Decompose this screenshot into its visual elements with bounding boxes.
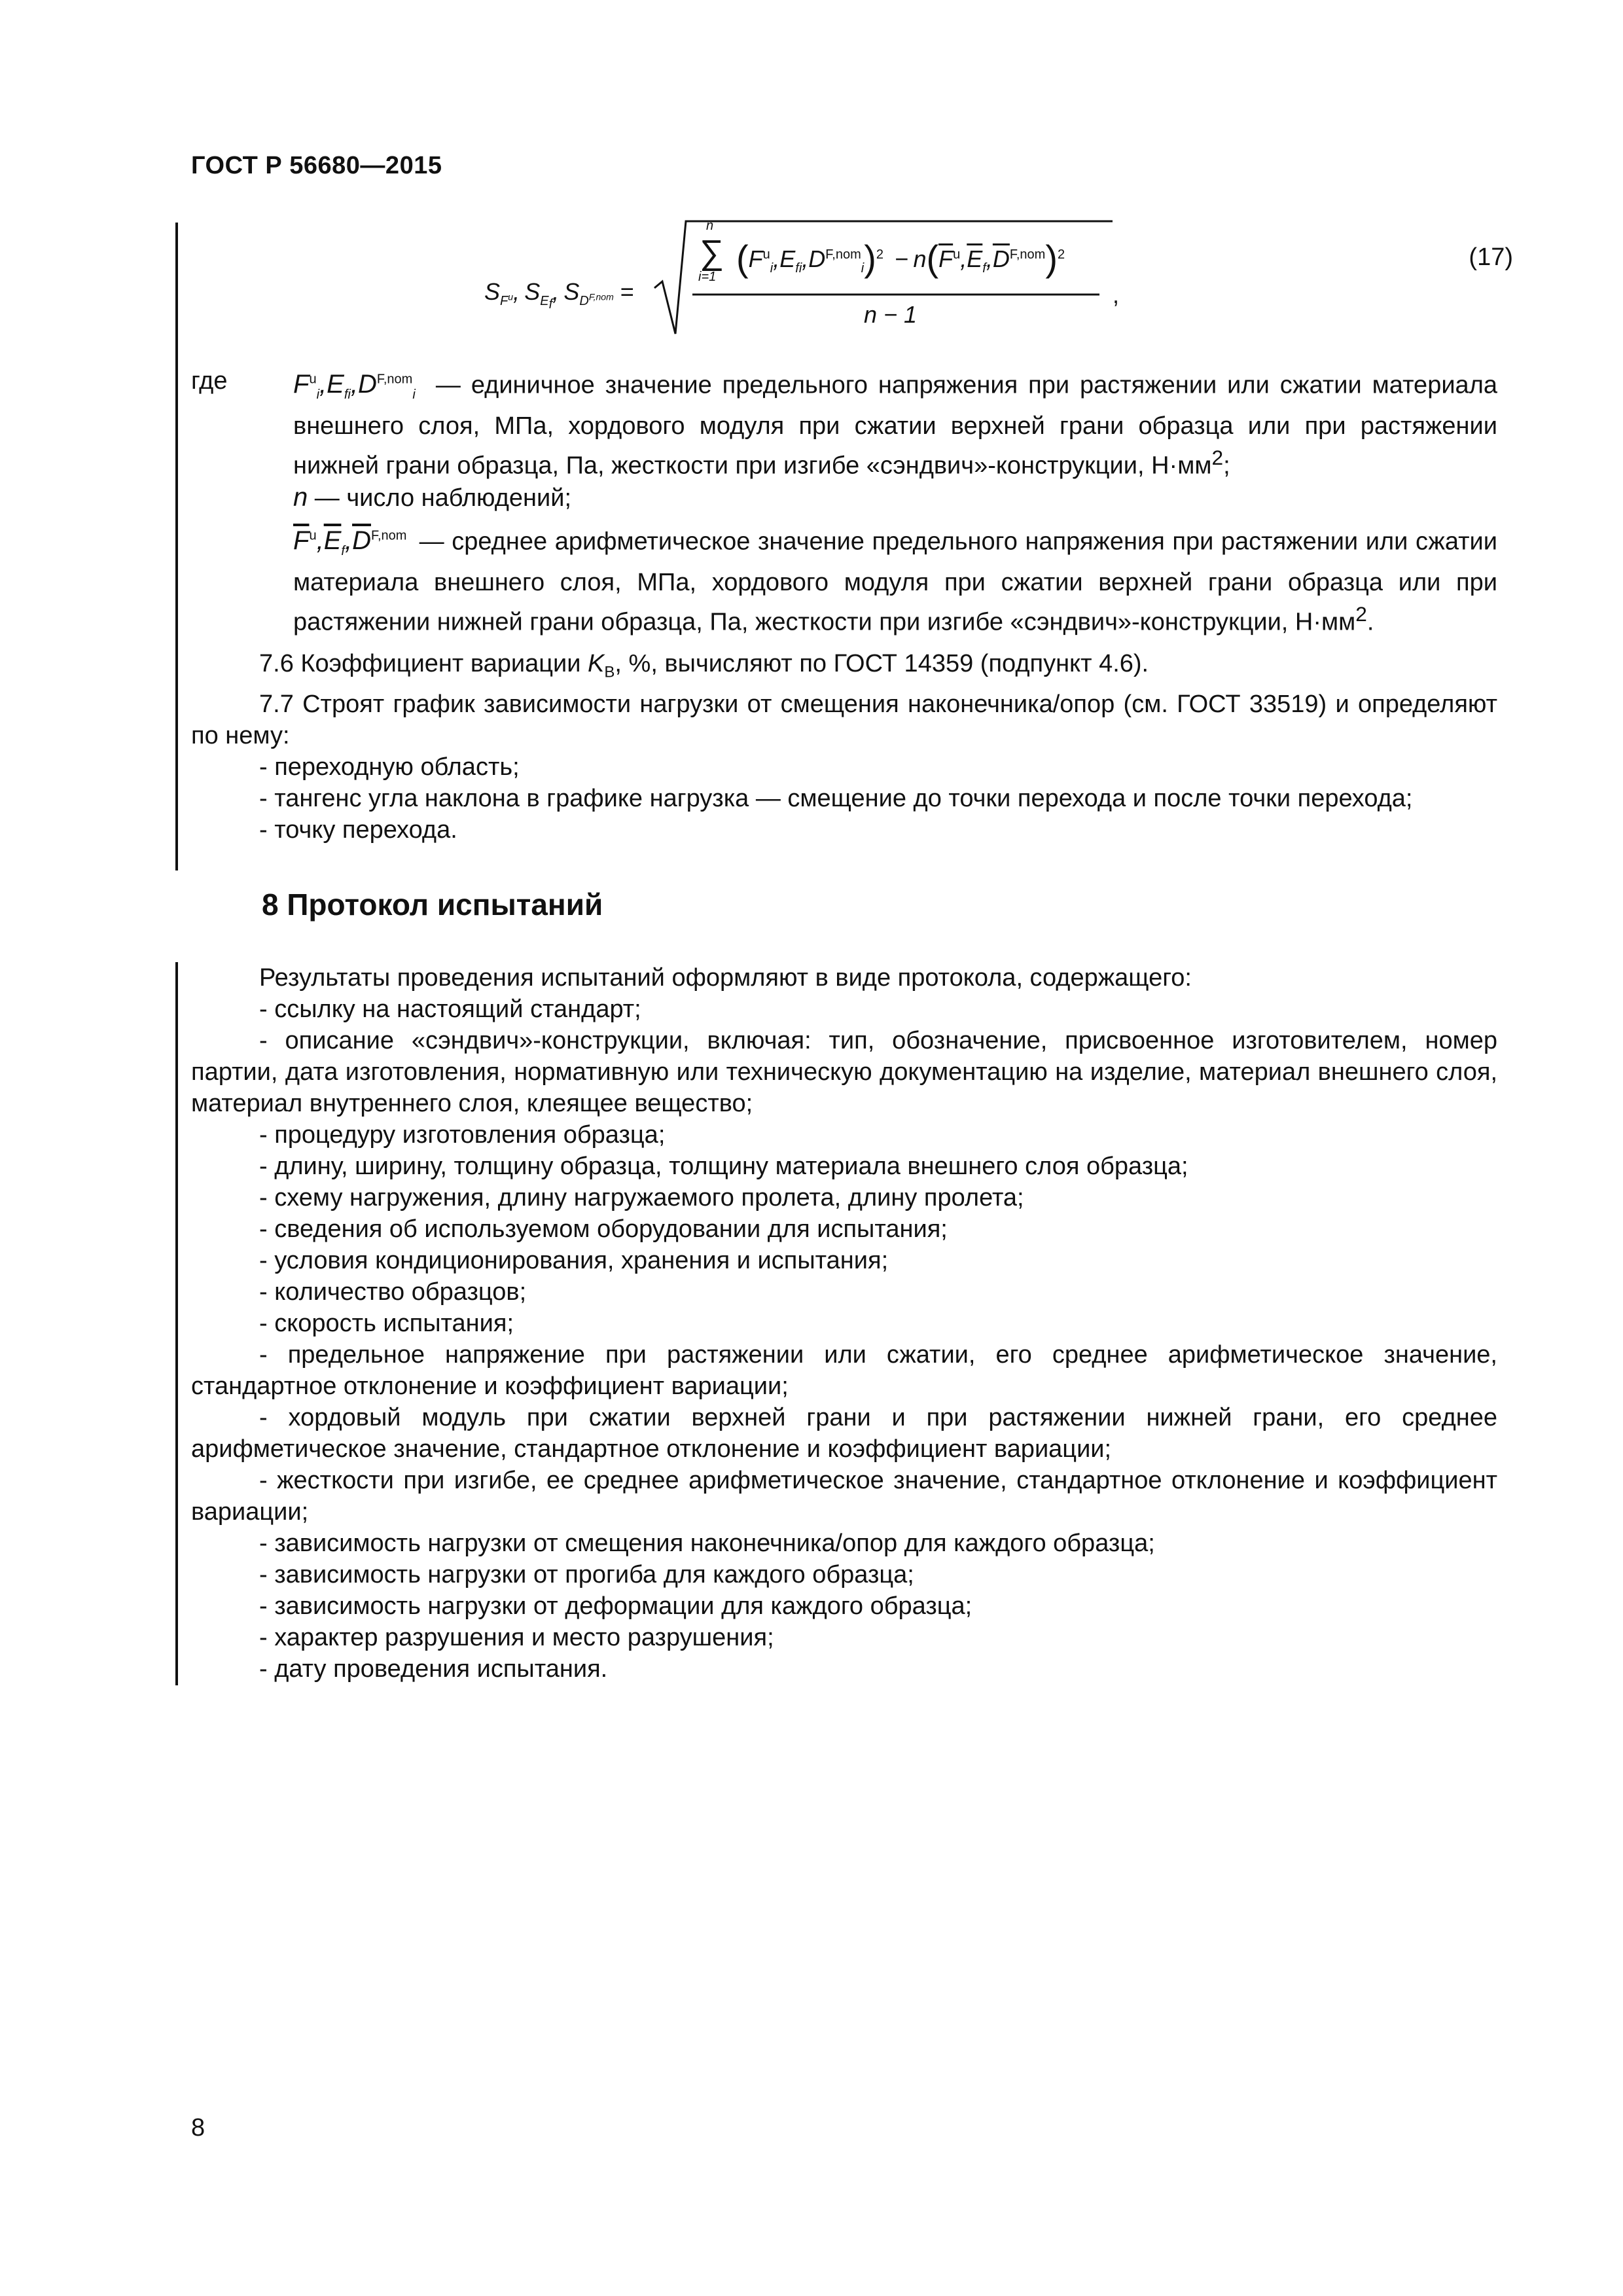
clause-7-7: 7.7 Строят график зависимости нагрузки от смещения наконечника/опор (см. ГОСТ 33519) и определяют по нему:: [191, 690, 1497, 749]
list-item: - точку перехода.: [259, 816, 457, 844]
list-item: - схему нагружения, длину нагружаемого пролета, длину пролета;: [259, 1184, 1024, 1211]
list-item: - предельное напряжение при растяжении или сжатии, его среднее арифметическое значение, стандартное отклонение и коэффициент вариации;: [191, 1341, 1497, 1400]
section-intro: Результаты проведения испытаний оформляют в виде протокола, содержащего:: [259, 964, 1192, 992]
list-item: - жесткости при изгибе, ее среднее арифметическое значение, стандартное отклонение и коэффициент вариации;: [191, 1467, 1497, 1526]
list-item: - характер разрушения и место разрушения;: [259, 1624, 774, 1651]
where-label: где: [191, 367, 228, 395]
list-item: - зависимость нагрузки от деформации для каждого образца;: [259, 1592, 972, 1620]
definition-single-value: $F^u_i,E_{fi},D^{F,nom}_i$ — единичное значение предельного напряжения при растяжении или сжатии материала внешнего слоя, МПа, хордового модуля при сжатии верхней грани образца или при растяжении нижней грани образца, Па, жесткости при изгибе «сэндвич»-конструкции, $Н\cdot мм^2$;: [293, 370, 1497, 480]
clauses-7-6-7-7: [191, 648, 1497, 846]
document-header: ГОСТ Р 56680—2015: [191, 152, 442, 179]
list-item: - описание «сэндвич»-конструкции, включая: тип, обозначение, присвоенное изготовителем, номер партии, дата изготовления, нормативную или техническую документацию на изделие, материал внешнего слоя, материал внутреннего слоя, клеящее вещество;: [191, 1027, 1497, 1117]
list-item: - процедуру изготовления образца;: [259, 1121, 666, 1149]
list-item: - сведения об используемом оборудовании для испытания;: [259, 1215, 948, 1243]
formula-comma: ,: [1113, 281, 1120, 308]
section-8-body: [191, 962, 1497, 1685]
summation-sign: n ∑ i=1: [698, 219, 724, 284]
list-item: - переходную область;: [259, 753, 520, 781]
definition-n: n — число наблюдений;: [293, 482, 571, 512]
formula-lhs: $S_{F^u}$, $S_{E_f}$, $S_{D^{F,nom}}$ =: [484, 278, 634, 312]
formula-denominator: n − 1: [864, 301, 918, 328]
list-item: - условия кондиционирования, хранения и испытания;: [259, 1247, 889, 1274]
formula-number: (17): [1469, 243, 1513, 271]
formula-17: [471, 216, 1191, 340]
definition-mean-value: $\overline{F}^u,\overline{E}_f,\overline{D}^{F,nom}$ — среднее арифметическое значение предельного напряжения при растяжении или сжатии материала внешнего слоя, МПа, хордового модуля при сжатии верхней грани образца или при растяжении нижней грани образца, Па, жесткости при изгибе «сэндвич»-конструкции, $Н\cdot мм^2$.: [293, 526, 1497, 636]
list-item: - дату проведения испытания.: [259, 1655, 608, 1683]
page-number: 8: [191, 2114, 205, 2142]
list-item: - длину, ширину, толщину образца, толщину материала внешнего слоя образца;: [259, 1153, 1188, 1180]
clause-7-6: 7.6 Коэффициент вариации $K_B$, %, вычисляют по ГОСТ 14359 (подпункт 4.6).: [259, 650, 1149, 681]
formula-numerator: n ∑ i=1 $(F^u_i,E_{fi},D^{F,nom}_i)^2 - n(\overline{F}^u,\overline{E}_f,\overline{D}^{F,nom})^2$: [698, 219, 1065, 284]
list-item: - скорость испытания;: [259, 1310, 514, 1337]
definitions-block: [293, 364, 1497, 638]
list-item: - тангенс угла наклона в графике нагрузка — смещение до точки перехода и после точки перехода;: [259, 784, 1413, 812]
list-item: - количество образцов;: [259, 1278, 527, 1306]
list-item: - зависимость нагрузки от смещения наконечника/опор для каждого образца;: [259, 1530, 1155, 1557]
list-item: - ссылку на настоящий стандарт;: [259, 996, 641, 1023]
change-bar-top: [175, 223, 178, 870]
list-item: - хордовый модуль при сжатии верхней грани и при растяжении нижней грани, его среднее арифметическое значение, стандартное отклонение и коэффициент вариации;: [191, 1404, 1497, 1463]
list-item: - зависимость нагрузки от прогиба для каждого образца;: [259, 1561, 914, 1588]
change-bar-bottom: [175, 962, 178, 1685]
section-heading: 8 Протокол испытаний: [262, 888, 603, 922]
